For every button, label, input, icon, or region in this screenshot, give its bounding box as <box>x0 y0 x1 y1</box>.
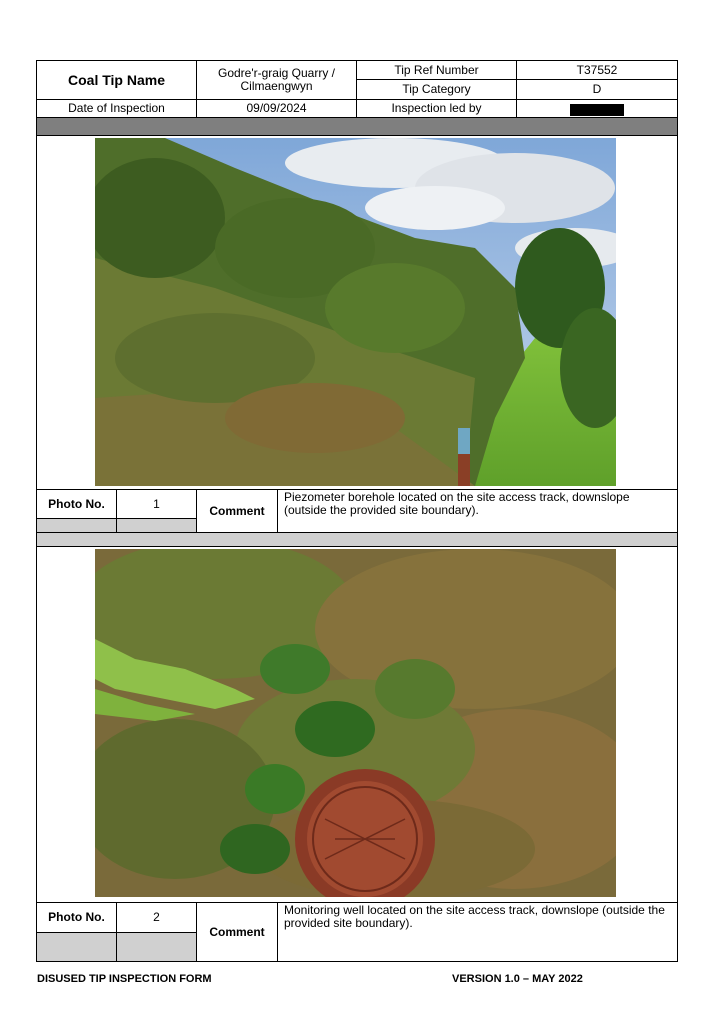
photo-2-number: 2 <box>116 902 197 933</box>
photo-1-image <box>95 138 616 486</box>
photo-1-label: Photo No. <box>36 489 117 519</box>
photo-2-comment-label: Comment <box>196 902 278 962</box>
footer-version: VERSION 1.0 – MAY 2022 <box>452 973 583 985</box>
tip-ref-value: T37552 <box>516 60 678 80</box>
photo-2-blank-cell <box>36 932 117 962</box>
tip-ref-label: Tip Ref Number <box>356 60 517 80</box>
photo-2-comment: Monitoring well located on the site access track, downslope (outside the provided site boundary). <box>277 902 678 962</box>
photo-2-illustration <box>95 549 616 897</box>
section-separator <box>36 532 678 547</box>
coal-tip-name-value: Godre'r-graig Quarry / Cilmaengwyn <box>196 60 357 100</box>
photo-1-comment-label: Comment <box>196 489 278 533</box>
inspection-led-value <box>516 99 678 118</box>
footer-form-name: DISUSED TIP INSPECTION FORM <box>37 973 212 985</box>
photo-1-blank-cell <box>116 518 197 533</box>
photo-1-number: 1 <box>116 489 197 519</box>
photo-1-blank-cell <box>36 518 117 533</box>
inspection-led-label: Inspection led by <box>356 99 517 118</box>
photo-2-label: Photo No. <box>36 902 117 933</box>
tip-category-value: D <box>516 79 678 100</box>
photo-2-blank-cell <box>116 932 197 962</box>
coal-tip-name-label: Coal Tip Name <box>36 60 197 100</box>
tip-category-label: Tip Category <box>356 79 517 100</box>
section-separator <box>36 117 678 136</box>
date-value: 09/09/2024 <box>196 99 357 118</box>
redaction-box <box>570 104 624 116</box>
photo-1-comment: Piezometer borehole located on the site access track, downslope (outside the provided site boundary). <box>277 489 678 533</box>
photo-1-illustration <box>95 138 616 486</box>
photo-2-image <box>95 549 616 897</box>
date-label: Date of Inspection <box>36 99 197 118</box>
